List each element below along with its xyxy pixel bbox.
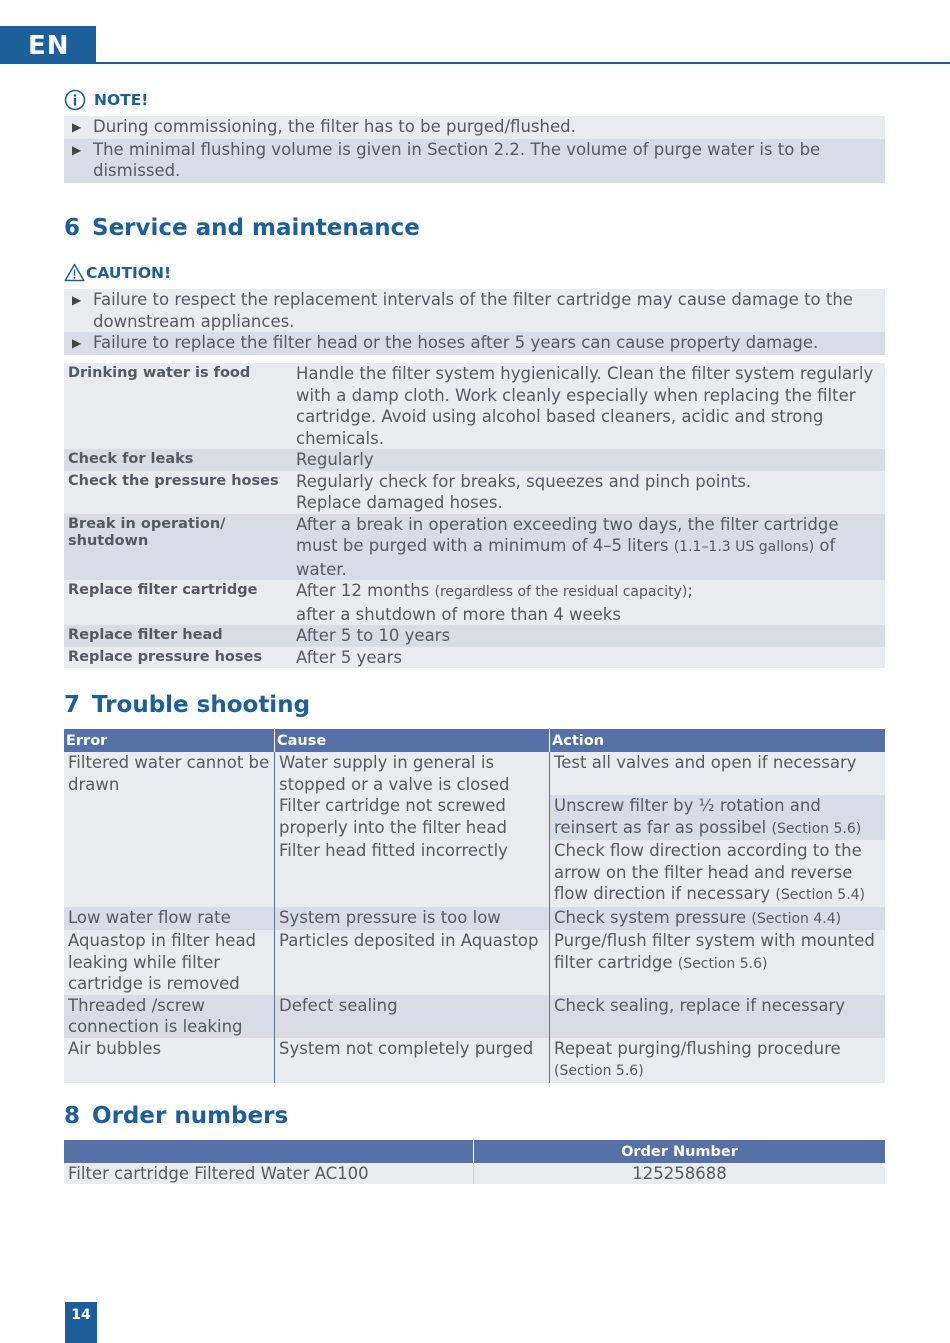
service-key: Replace filter cartridge <box>68 582 258 598</box>
cause-cell: Defect sealing <box>275 995 550 1038</box>
service-key: Check the pressure hoses <box>68 472 279 489</box>
column-header-order-number: Order Number <box>474 1140 886 1163</box>
action-cell: Purge/flush filter system with mounted filter cartridge (Section 5.6) <box>550 930 886 995</box>
error-cell: Filtered water cannot be drawn <box>64 752 275 907</box>
column-header-cause: Cause <box>275 729 550 752</box>
service-value: Handle the filter system hygienically. Clean the filter system regularly with a damp cloth. Work cleanly especially when replacing the filter cartridge. Avoid using alcohol based cleaners, acidic and strong chemicals. <box>296 364 874 448</box>
header-rule <box>96 62 950 64</box>
service-value: After 5 to 10 years <box>296 626 451 645</box>
service-value: After 5 years <box>296 647 403 667</box>
troubleshooting-table <box>64 729 885 1083</box>
action-cell: Repeat purging/flushing procedure (Section 5.6) <box>550 1038 886 1083</box>
column-header-error: Error <box>64 729 275 752</box>
table-row <box>64 907 885 931</box>
cause-cell: System pressure is too low <box>275 907 550 931</box>
info-icon <box>64 89 86 111</box>
column-header-item <box>64 1140 474 1163</box>
service-key: Replace pressure hoses <box>68 648 262 665</box>
action-cell: Unscrew filter by ½ rotation and reinsert as far as possibel (Section 5.6) <box>550 795 886 840</box>
service-row <box>64 580 885 625</box>
service-key: Check for leaks <box>68 451 194 467</box>
service-row <box>64 363 885 449</box>
section-7-heading: 7 Trouble shooting <box>64 692 311 718</box>
service-key: Replace filter head <box>68 627 223 643</box>
table-row <box>64 752 885 795</box>
language-tab: EN <box>0 26 96 64</box>
page-number: 14 <box>65 1302 97 1343</box>
note-box <box>64 116 885 183</box>
action-cell: Check system pressure (Section 4.4) <box>550 907 886 931</box>
warning-icon <box>64 263 85 282</box>
service-row <box>64 471 885 514</box>
order-number-cell: 125258688 <box>474 1163 886 1184</box>
table-row <box>64 930 885 995</box>
action-cell: Check sealing, replace if necessary <box>550 995 886 1038</box>
note-item: ▶ The minimal flushing volume is given in Section 2.2. The volume of purge water is to be dismissed. <box>64 139 885 183</box>
service-value: After a break in operation exceeding two days, the filter cartridge must be purged with a minimum of 4–5 liters (1.1–1.3 US gallons) of water. <box>296 514 839 579</box>
service-row <box>64 514 885 581</box>
table-row <box>64 1163 885 1184</box>
caution-heading <box>64 263 171 282</box>
caution-box <box>64 289 885 355</box>
note-heading <box>64 89 148 111</box>
caution-title: CAUTION! <box>86 263 172 282</box>
service-value: Regularly <box>296 450 374 469</box>
table-row <box>64 995 885 1038</box>
error-cell: Air bubbles <box>64 1038 275 1083</box>
section-6-heading: 6 Service and maintenance <box>64 215 420 241</box>
service-row <box>64 625 885 647</box>
note-item: ▶ During commissioning, the filter has to be purged/flushed. <box>64 116 885 139</box>
order-item-cell: Filter cartridge Filtered Water AC100 <box>64 1163 474 1184</box>
error-cell: Aquastop in filter head leaking while filter cartridge is removed <box>64 930 275 995</box>
service-value: Regularly check for breaks, squeezes and pinch points. Replace damaged hoses. <box>296 471 752 512</box>
cause-cell: Particles deposited in Aquastop <box>275 930 550 995</box>
table-header-row <box>64 1140 885 1163</box>
service-key: Break in operation/ shutdown <box>68 515 226 549</box>
bullet-arrow-icon: ▶ <box>72 293 82 307</box>
caution-item: ▶ Failure to replace the filter head or the hoses after 5 years can cause property damage. <box>64 332 885 355</box>
service-row <box>64 647 885 669</box>
column-header-action: Action <box>550 729 886 752</box>
service-value: After 12 months (regardless of the residual capacity); after a shutdown of more than 4 weeks <box>296 581 693 624</box>
bullet-arrow-icon: ▶ <box>72 120 82 134</box>
service-row <box>64 449 885 471</box>
cause-cell: Filter head fitted incorrectly <box>275 840 550 907</box>
bullet-arrow-icon: ▶ <box>72 336 82 350</box>
cause-cell: Water supply in general is stopped or a valve is closed <box>275 752 550 795</box>
order-numbers-table <box>64 1140 885 1184</box>
error-cell: Low water flow rate <box>64 907 275 931</box>
table-header-row <box>64 729 885 752</box>
cause-cell: Filter cartridge not screwed properly into the filter head <box>275 795 550 840</box>
table-row <box>64 1038 885 1083</box>
bullet-arrow-icon: ▶ <box>72 142 82 157</box>
service-table <box>64 363 885 668</box>
note-title: NOTE! <box>94 91 149 109</box>
service-key: Drinking water is food <box>68 365 251 381</box>
caution-item: ▶ Failure to respect the replacement intervals of the filter cartridge may cause damage to the downstream appliances. <box>64 289 885 332</box>
cause-cell: System not completely purged <box>275 1038 550 1083</box>
error-cell: Threaded /screw connection is leaking <box>64 995 275 1038</box>
section-8-heading: 8 Order numbers <box>64 1103 289 1129</box>
action-cell: Test all valves and open if necessary <box>550 752 886 795</box>
action-cell: Check flow direction according to the arrow on the filter head and reverse flow direction if necessary (Section 5.4) <box>550 840 886 907</box>
